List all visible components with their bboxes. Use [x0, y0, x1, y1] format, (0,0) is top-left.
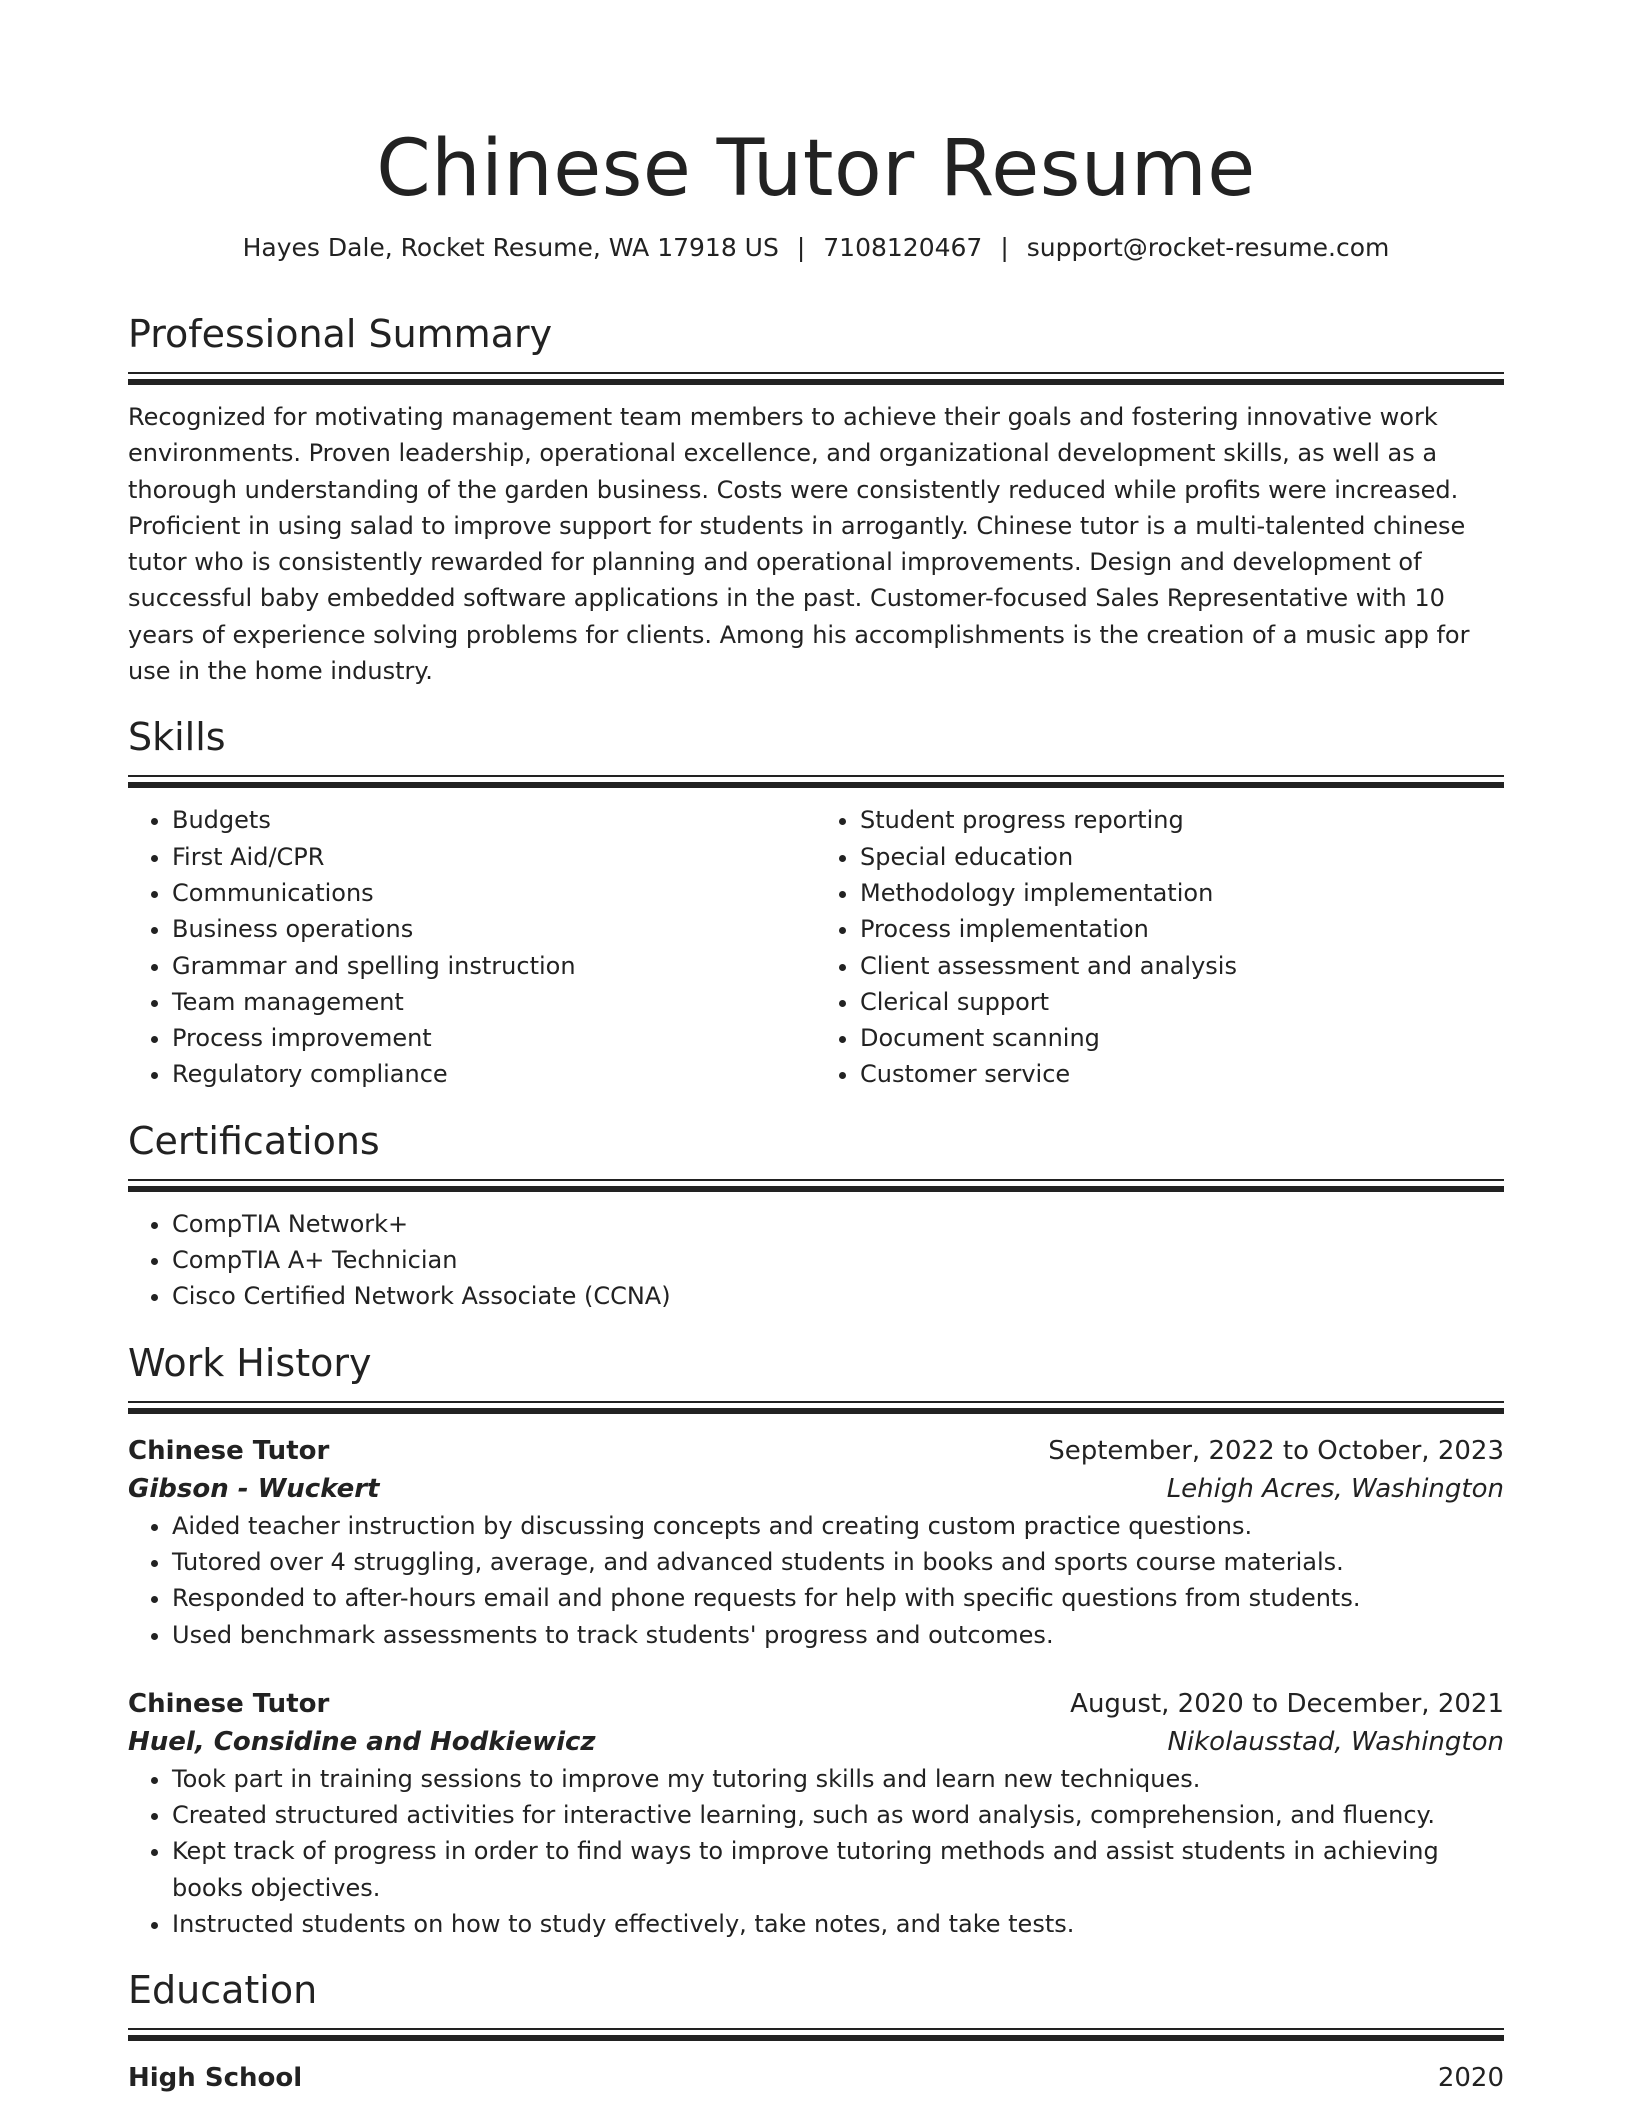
work-history-section — [128, 1339, 1504, 1943]
certification-item: • Cisco Certified Network Associate (CCNA) — [172, 1278, 1504, 1314]
contact-separator: | — [796, 233, 806, 262]
skill-item: • Process implementation — [860, 911, 1504, 947]
section-divider — [128, 775, 1504, 788]
contact-address: Hayes Dale, Rocket Resume, WA 17918 US — [242, 233, 779, 262]
section-heading-work-history: Work History — [128, 1340, 372, 1385]
skills-list-left — [128, 802, 816, 1092]
summary-text: Recognized for motivating management team members to achieve their goals and fostering innovative work environments. Proven leadership, operational excellence, and organizational development skills, as well as a thorough understanding of the garden business. Costs were consistently reduced while profits were increased. Proficient in using salad to improve support for students in arrogantly. Chinese tutor is a multi-talented chinese tutor who is consistently rewarded for planning and operational improvements. Design and development of successful baby embedded software applications in the past. Customer-focused Sales Representative with 10 years of experience solving problems for clients. Among his accomplishments is the creation of a music app for use in the home industry. — [128, 403, 1470, 686]
education-entry — [128, 2059, 1504, 2097]
job-duty: • Aided teacher instruction by discussing concepts and creating custom practice questions. — [172, 1508, 1504, 1544]
job-entry — [128, 1432, 1504, 1653]
section-divider — [128, 1401, 1504, 1414]
contact-phone: 7108120467 — [823, 233, 983, 262]
education-year: 2020 — [1437, 2063, 1504, 2094]
job-duty: • Kept track of progress in order to find ways to improve tutoring methods and assist students in achieving books objectives. — [172, 1833, 1504, 1906]
job-duty: • Created structured activities for interactive learning, such as word analysis, comprehension, and fluency. — [172, 1797, 1504, 1833]
summary-section — [128, 310, 1504, 689]
skills-list-right — [816, 802, 1504, 1092]
skill-item: • Client assessment and analysis — [860, 948, 1504, 984]
skill-item: • Grammar and spelling instruction — [172, 948, 816, 984]
resume-title: Chinese Tutor Resume — [376, 124, 1256, 214]
skill-item: • Customer service — [860, 1056, 1504, 1092]
section-divider — [128, 1179, 1504, 1192]
skill-item: • Student progress reporting — [860, 802, 1504, 838]
job-duties-list — [128, 1508, 1504, 1653]
section-divider — [128, 372, 1504, 385]
job-company: Huel, Considine and Hodkiewicz — [128, 1726, 596, 1757]
job-duty: • Took part in training sessions to improve my tutoring skills and learn new techniques. — [172, 1761, 1504, 1797]
job-header — [128, 1685, 1504, 1723]
certification-item: • CompTIA A+ Technician — [172, 1242, 1504, 1278]
job-duty: • Tutored over 4 struggling, average, and advanced students in books and sports course materials. — [172, 1544, 1504, 1580]
education-degree: High School — [128, 2063, 303, 2094]
skill-item: • First Aid/CPR — [172, 839, 816, 875]
skill-item: • Team management — [172, 984, 816, 1020]
education-section — [128, 1966, 1504, 2097]
job-company: Gibson - Wuckert — [128, 1473, 380, 1504]
certifications-section — [128, 1117, 1504, 1315]
skill-item: • Communications — [172, 875, 816, 911]
skills-section — [128, 713, 1504, 1092]
job-header — [128, 1432, 1504, 1470]
section-heading-skills: Skills — [128, 715, 226, 760]
skill-item: • Business operations — [172, 911, 816, 947]
skill-item: • Special education — [860, 839, 1504, 875]
skill-item: • Regulatory compliance — [172, 1056, 816, 1092]
contact-line — [128, 232, 1504, 264]
job-subheader — [128, 1723, 1504, 1761]
certification-item: • CompTIA Network+ — [172, 1206, 1504, 1242]
contact-email: support@rocket-resume.com — [1026, 233, 1390, 262]
job-title: Chinese Tutor — [128, 1435, 330, 1466]
section-divider — [128, 2028, 1504, 2041]
contact-separator: | — [1000, 233, 1009, 262]
job-subheader — [128, 1470, 1504, 1508]
skills-grid — [128, 802, 1504, 1092]
skill-item: • Clerical support — [860, 984, 1504, 1020]
job-duty: • Instructed students on how to study effectively, take notes, and take tests. — [172, 1906, 1504, 1942]
skill-item: • Budgets — [172, 802, 816, 838]
job-entry — [128, 1685, 1504, 1942]
skill-item: • Process improvement — [172, 1020, 816, 1056]
job-duty: • Used benchmark assessments to track students' progress and outcomes. — [172, 1617, 1504, 1653]
job-location: Nikolausstad, Washington — [1167, 1726, 1504, 1757]
skill-item: • Document scanning — [860, 1020, 1504, 1056]
job-dates: August, 2020 to December, 2021 — [1070, 1688, 1504, 1719]
section-heading-summary: Professional Summary — [128, 312, 553, 356]
certifications-list — [128, 1206, 1504, 1315]
section-heading-education: Education — [128, 1968, 318, 2013]
job-duty: • Responded to after-hours email and phone requests for help with specific questions from students. — [172, 1580, 1504, 1616]
section-heading-certifications: Certifications — [128, 1118, 380, 1163]
skill-item: • Methodology implementation — [860, 875, 1504, 911]
job-location: Lehigh Acres, Washington — [1166, 1473, 1504, 1504]
job-duties-list — [128, 1761, 1504, 1942]
job-title: Chinese Tutor — [128, 1688, 330, 1719]
job-dates: September, 2022 to October, 2023 — [1048, 1435, 1504, 1466]
